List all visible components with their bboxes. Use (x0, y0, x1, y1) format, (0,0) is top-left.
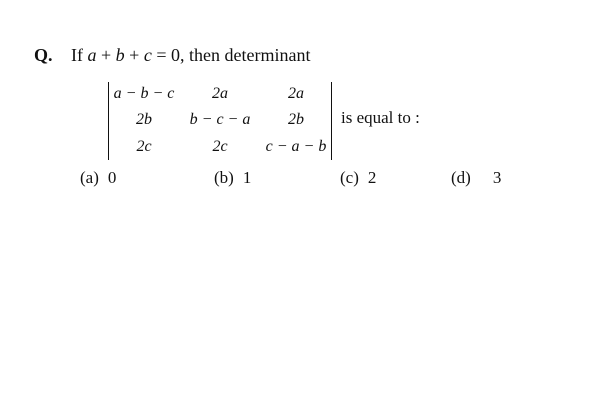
option-c-label: (c) (340, 168, 359, 187)
equation-equals: = (156, 45, 167, 65)
equation-plus-1: + (101, 45, 112, 65)
equation-var-b: b (115, 45, 125, 65)
det-cell-r2c1: 2b (136, 111, 152, 128)
det-cell-r1c1: a − b − c (113, 85, 175, 102)
det-cell-r1c2: 2a (212, 85, 228, 102)
option-c-value: 2 (367, 168, 377, 187)
option-d[interactable] (451, 168, 501, 188)
option-b-value: 1 (242, 168, 252, 187)
det-cell-r3c1: 2c (136, 138, 152, 155)
question-line (34, 44, 310, 66)
equation-var-a: a (87, 45, 97, 65)
option-a-value: 0 (107, 168, 117, 187)
equation-var-c: c (143, 45, 152, 65)
det-cell-r3c2: 2c (212, 138, 228, 155)
question-label: Q. (34, 45, 53, 65)
option-c[interactable] (340, 168, 376, 188)
trailing-text: is equal to : (341, 108, 420, 127)
option-b[interactable] (214, 168, 251, 188)
det-cell-r1c3: 2a (288, 85, 304, 102)
option-b-label: (b) (214, 168, 234, 187)
det-cell-r3c3: c − a − b (265, 138, 327, 155)
option-d-label: (d) (451, 168, 471, 187)
question-suffix: then determinant (188, 45, 311, 65)
det-cell-r2c3: 2b (288, 111, 304, 128)
option-a[interactable] (80, 168, 116, 188)
option-d-value: 3 (492, 168, 502, 187)
equation-zero: 0, (170, 45, 185, 65)
determinant-matrix (108, 82, 332, 160)
det-cell-r2c2: b − c − a (189, 111, 251, 128)
question-prefix: If (71, 45, 84, 65)
equation-plus-2: + (129, 45, 140, 65)
option-a-label: (a) (80, 168, 99, 187)
